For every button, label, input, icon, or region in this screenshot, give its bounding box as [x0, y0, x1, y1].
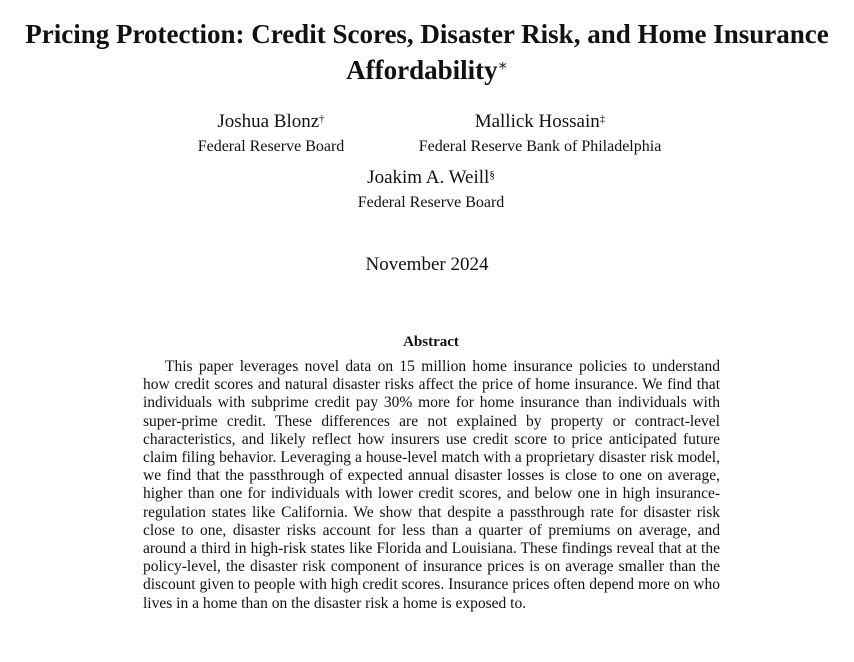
- author-name: [171, 110, 371, 134]
- author-name: [300, 166, 562, 190]
- author-footnote-mark: §: [489, 169, 495, 181]
- author-footnote-mark: †: [319, 113, 325, 125]
- author-block-3: [300, 166, 562, 213]
- publication-date: November 2024: [365, 254, 489, 275]
- title-footnote-mark: ∗: [497, 58, 508, 74]
- author-affiliation: Federal Reserve Board: [197, 138, 345, 155]
- author-block-1: [171, 110, 371, 157]
- author-name: [390, 110, 690, 134]
- author-affiliation: Federal Reserve Board: [357, 194, 505, 211]
- paper-title: [0, 16, 854, 88]
- abstract-heading: Abstract: [403, 334, 459, 350]
- author-name-text: Mallick Hossain: [474, 111, 600, 132]
- author-footnote-mark: ‡: [599, 113, 606, 125]
- author-block-2: [390, 110, 690, 157]
- author-name-text: Joakim A. Weill: [367, 167, 490, 188]
- author-name-text: Joshua Blonz: [217, 111, 320, 132]
- title-text: Pricing Protection: Credit Scores, Disaster Risk, and Home Insurance Affordability: [25, 19, 829, 85]
- abstract-body: This paper leverages novel data on 15 million home insurance policies to understand how credit scores and natural disaster risks affect the price of home insurance. We find that individuals with subprime credit pay 30% more for home insurance than individuals with super-prime credit. These differences are not explained by property or contract-level characteristics, and likely reflect how insurers use credit score to price anticipated future claim filing behavior. Leveraging a house-level match with a proprietary disaster risk model, we find that the passthrough of expected annual disaster losses is close to one on average, higher than one for individuals with lower credit scores, and below one in high insurance-regulation states like California. We show that despite a passthrough rate for disaster risk close to one, disaster risks account for less than a quarter of premiums on average, and around a third in high-risk states like Florida and Louisiana. These findings reveal that at the policy-level, the disaster risk component of insurance prices is on average smaller than the discount given to people with high credit scores. Insurance prices often depend more on who lives in a home than on the disaster risk a home is exposed to.: [143, 358, 720, 612]
- author-affiliation: Federal Reserve Bank of Philadelphia: [418, 138, 662, 155]
